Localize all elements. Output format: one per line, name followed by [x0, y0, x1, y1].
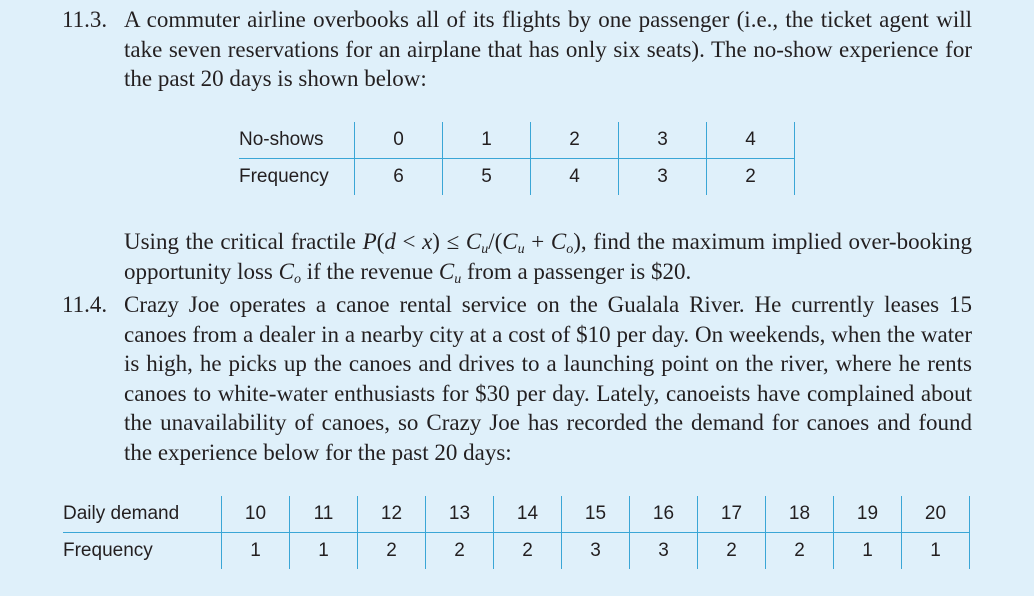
table-row — [63, 496, 970, 533]
text-span: find the maximum implied over-booking opportunity loss — [124, 229, 972, 284]
table-cell: 14 — [494, 496, 562, 533]
table-cell: 17 — [698, 496, 766, 533]
table-cell: 3 — [630, 533, 698, 570]
daily-demand-table — [63, 496, 970, 569]
table-cell: 2 — [494, 533, 562, 570]
table-row — [239, 159, 795, 196]
table-cell: 2 — [426, 533, 494, 570]
table-cell: 2 — [707, 159, 795, 196]
table-cell: 0 — [355, 122, 443, 159]
formula-symbol: ), — [573, 229, 587, 254]
table-cell: 3 — [619, 159, 707, 196]
formula-symbol: ( — [376, 229, 385, 254]
table-cell: 1 — [222, 533, 290, 570]
problem-11-3 — [62, 5, 972, 94]
formula-symbol: C — [550, 229, 567, 254]
table-cell: 2 — [698, 533, 766, 570]
formula-symbol: ) ≤ — [432, 229, 466, 254]
table-cell: 19 — [834, 496, 902, 533]
formula-symbol: x — [422, 229, 433, 254]
formula-symbol: P — [362, 229, 377, 254]
table-cell: 2 — [358, 533, 426, 570]
table-cell: 1 — [290, 533, 358, 570]
table-cell: 2 — [531, 122, 619, 159]
table-cell: 1 — [443, 122, 531, 159]
text-span: if the revenue — [300, 258, 439, 284]
formula-subscript: o — [293, 271, 301, 287]
problem-11-4 — [62, 290, 972, 467]
table-cell: 2 — [766, 533, 834, 570]
formula-symbol: + — [524, 229, 551, 254]
problem-text: Crazy Joe operates a canoe rental service on the Gualala River. He currently leases 15 canoes from a dealer in a nearby city at a cost of $10 per day. On weekends, when the water is high, he picks up the canoes and drives to a launching point on the river, where he rents canoes to white-water enthusiasts for $30 per day. Lately, canoeists have complained about the unavailability of canoes, so Crazy Joe has recorded the demand for canoes and found the experience below for the past 20 days: — [124, 292, 972, 465]
formula-symbol: < — [395, 229, 423, 254]
table-cell: 4 — [707, 122, 795, 159]
text-span: from a passenger is $20. — [461, 258, 692, 284]
table-cell: 12 — [358, 496, 426, 533]
problem-text: A commuter airline overbooks all of its flights by one passenger (i.e., the ticket agent will take seven reservations for an airplane that has only six seats). The no-show experience for the past 20 days is shown below: — [124, 7, 972, 91]
table-cell: 6 — [355, 159, 443, 196]
formula-symbol: C — [278, 258, 294, 284]
formula-subscript: u — [481, 242, 489, 257]
problem-number: 11.4. — [62, 292, 108, 317]
row-label: Frequency — [239, 166, 329, 187]
row-label: Daily demand — [63, 496, 222, 533]
problem-text-continued — [124, 227, 972, 286]
problem-11-3-continued — [62, 227, 972, 286]
table-cell: 3 — [562, 533, 630, 570]
text-span: Using the critical fractile — [124, 229, 363, 254]
formula-symbol: C — [438, 258, 455, 284]
formula-symbol: /( — [488, 229, 503, 254]
table-row — [63, 533, 970, 570]
formula-subscript: u — [517, 242, 525, 257]
formula-subscript: u — [454, 271, 462, 287]
table-cell: 20 — [902, 496, 970, 533]
table-cell: 15 — [562, 496, 630, 533]
table-cell: 5 — [443, 159, 531, 196]
formula-symbol: C — [465, 229, 482, 254]
formula-symbol: C — [502, 229, 518, 254]
problem-number: 11.3. — [62, 7, 108, 32]
table-cell: 18 — [766, 496, 834, 533]
row-label: Frequency — [63, 540, 153, 561]
no-show-table — [239, 122, 795, 195]
row-label: No-shows — [239, 122, 355, 159]
formula-symbol: d — [384, 229, 396, 254]
table-cell: 10 — [222, 496, 290, 533]
table-cell: 11 — [290, 496, 358, 533]
critical-fractile-formula — [362, 229, 587, 257]
table-cell: 4 — [531, 159, 619, 196]
table-cell: 16 — [630, 496, 698, 533]
formula-subscript: o — [566, 242, 574, 257]
table-row — [239, 122, 795, 159]
table-cell: 13 — [426, 496, 494, 533]
table-cell: 3 — [619, 122, 707, 159]
table-cell: 1 — [902, 533, 970, 570]
table-cell: 1 — [834, 533, 902, 570]
